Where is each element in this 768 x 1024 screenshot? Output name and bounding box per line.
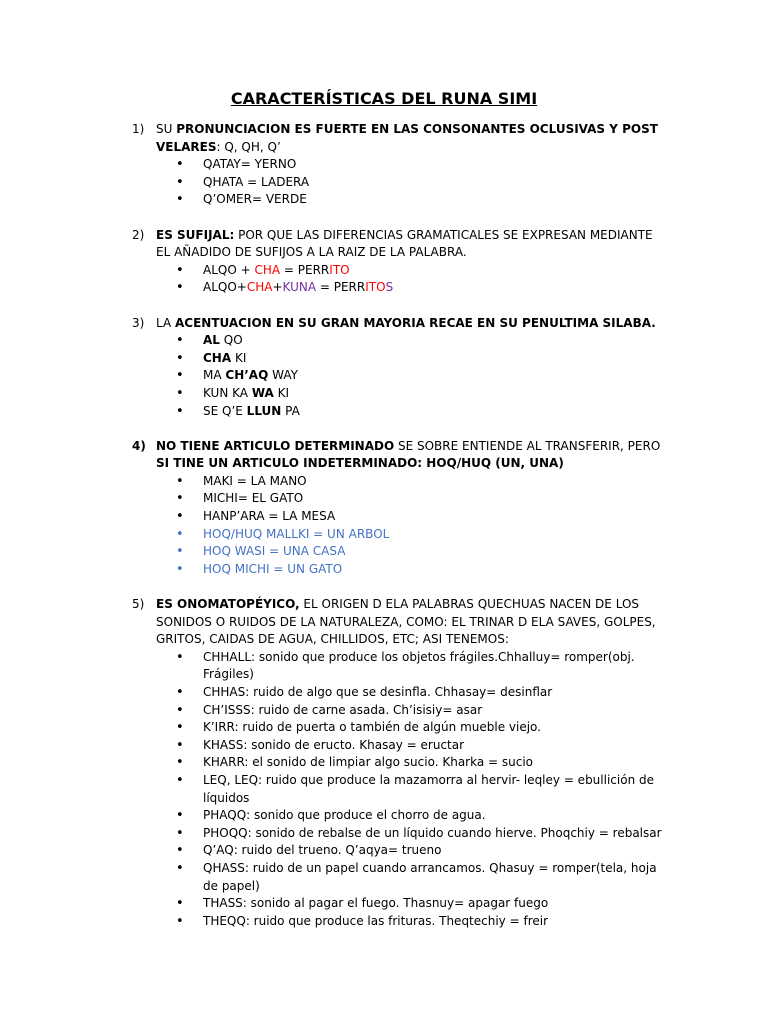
text-run: MA (203, 368, 226, 383)
list-item (156, 561, 662, 579)
text-run: PHAQQ: sonido que produce el chorro de agua. (203, 808, 486, 823)
list-item (156, 403, 662, 421)
list-item (156, 772, 662, 807)
text-run: ITO (329, 262, 350, 277)
section-5 (132, 596, 662, 930)
text-run: QHATA = LADERA (203, 174, 310, 189)
list-item (156, 279, 662, 297)
list-item (156, 702, 662, 720)
list-item (156, 807, 662, 825)
text-run: CHHAS: ruido de algo que se desinfla. Chhasay= desinflar (203, 685, 553, 699)
text-run: CHHALL: sonido que produce los objetos frágiles.Chhalluy= romper(obj. Frágiles) (203, 649, 635, 682)
list-item (156, 174, 662, 192)
text-run: QATAY= YERNO (203, 157, 297, 172)
bullet-list (156, 156, 662, 209)
text-run: CHA (246, 280, 273, 295)
text-run: ALQO + (203, 262, 255, 277)
bold-text: NO TIENE ARTICULO DETERMINADO (156, 438, 395, 453)
list-item (156, 350, 662, 368)
list-item (156, 649, 662, 684)
text-run: LA (156, 315, 175, 330)
text-run: KI (231, 350, 247, 365)
text-run: WAY (268, 368, 298, 383)
section-number: 3) (132, 315, 145, 330)
section-text (156, 315, 662, 333)
section-number: 2) (132, 227, 145, 242)
text-run: = PERR (316, 280, 366, 295)
text-run: KI (273, 385, 290, 400)
text-run: Q’OMER= VERDE (203, 192, 307, 207)
text-run: POR QUE LAS DIFERENCIAS GRAMATICALES SE EXPRESAN MEDIANTE EL AÑADIDO DE SUFIJOS A LA RAIZ DE LA PALABRA. (156, 227, 653, 260)
list-item (156, 191, 662, 209)
list-item (156, 490, 662, 508)
section-4 (132, 438, 662, 579)
text-run: HOQ/HUQ MALLKI = UN ARBOL (203, 526, 390, 541)
list-item (156, 543, 662, 561)
bold-text: ES ONOMATOPÉYICO, (156, 597, 300, 612)
bullet-list (156, 473, 662, 579)
text-run: LEQ, LEQ: ruido que produce la mazamorra al hervir- leqley = ebullición de líquidos (203, 772, 654, 805)
text-run: + (272, 280, 283, 295)
section-text (156, 438, 662, 473)
bold-text: ACENTUACION EN SU GRAN MAYORIA RECAE EN SU PENULTIMA SILABA. (174, 315, 656, 330)
list-item (156, 508, 662, 526)
section-number: 5) (132, 597, 145, 612)
list-item (156, 737, 662, 755)
bold-text: PRONUNCIACION ES FUERTE EN LAS CONSONANTES OCLUSIVAS Y POST VELARES (156, 122, 658, 154)
section-3 (132, 315, 662, 421)
section-1 (132, 121, 662, 209)
list-item (156, 262, 662, 280)
text-run: ITO (365, 280, 386, 295)
bold-text: LLUN (246, 403, 282, 418)
text-run: EL ORIGEN D ELA PALABRAS QUECHUAS NACEN DE LOS SONIDOS O RUIDOS DE LA NATURALEZA, COMO: EL TRINAR D ELA SAVES, GOLPES, GRITOS, CAIDAS DE AGUA, CHILLIDOS, ETC; ASI TENEMOS: (156, 597, 656, 647)
text-run: HANP’ARA = LA MESA (203, 509, 336, 524)
text-run: QHASS: ruido de un papel cuando arrancamos. Qhasuy = romper(tela, hoja de papel) (203, 860, 657, 893)
text-run: HOQ WASI = UNA CASA (203, 544, 346, 559)
text-run: MAKI = LA MANO (203, 473, 307, 488)
list-item (156, 842, 662, 860)
text-run: CHA (254, 262, 281, 277)
list-item (156, 895, 662, 913)
text-run: HOQ MICHI = UN GATO (203, 561, 343, 576)
text-run: THASS: sonido al pagar el fuego. Thasnuy= apagar fuego (203, 896, 549, 911)
text-run: PHOQQ: sonido de rebalse de un líquido cuando hierve. Phoqchiy = rebalsar (203, 825, 662, 840)
document-title: CARACTERÍSTICAS DEL RUNA SIMI (230, 89, 538, 108)
text-run: KHARR: el sonido de limpiar algo sucio. Kharka = sucio (203, 755, 534, 770)
bold-text: SI TINE UN ARTICULO INDETERMINADO: HOQ/HUQ (UN, UNA) (156, 456, 564, 471)
text-run: PA (281, 403, 300, 418)
section-number: 1) (132, 122, 145, 136)
text-run: CH’ISSS: ruido de carne asada. Ch’isisiy= asar (203, 702, 483, 717)
list-item (156, 473, 662, 491)
bold-text: ES SUFIJAL: (156, 227, 235, 242)
list-item (156, 332, 662, 350)
section-text (156, 227, 662, 262)
list-item (156, 913, 662, 931)
text-run: KUNA (282, 280, 317, 295)
bullet-list (156, 649, 662, 931)
text-run: MICHI= EL GATO (203, 491, 304, 506)
text-run: KUN KA (203, 385, 252, 400)
section-text (156, 121, 662, 156)
text-run: SE SOBRE ENTIENDE AL TRANSFERIR, PERO (394, 438, 661, 453)
text-run: ALQO+ (203, 280, 247, 295)
section-text (156, 596, 662, 649)
bullet-list (156, 262, 662, 297)
text-run: : Q, QH, Q’ (216, 139, 281, 154)
section-2 (132, 227, 662, 297)
text-run: S (385, 280, 394, 295)
document-body (132, 121, 662, 948)
list-item (156, 367, 662, 385)
list-item (156, 385, 662, 403)
bullet-list (156, 332, 662, 420)
section-number: 4) (132, 438, 146, 453)
bold-text: CH’AQ (225, 368, 269, 383)
list-item (156, 860, 662, 895)
list-item (156, 684, 662, 702)
bold-text: AL (203, 333, 220, 348)
list-item (156, 754, 662, 772)
text-run: QO (219, 333, 243, 348)
text-run: THEQQ: ruido que produce las frituras. Theqtechiy = freir (203, 913, 549, 928)
text-run: K’IRR: ruido de puerta o también de algún mueble viejo. (203, 720, 541, 735)
bold-text: WA (251, 385, 274, 400)
text-run: KHASS: sonido de eructo. Khasay = eructar (203, 737, 465, 752)
list-item (156, 825, 662, 843)
text-run: = PERR (280, 262, 330, 277)
list-item (156, 156, 662, 174)
bold-text: CHA (203, 350, 232, 365)
text-run: SU (156, 122, 177, 136)
text-run: SE Q’E (203, 403, 247, 418)
text-run: Q’AQ: ruido del trueno. Q’aqya= trueno (203, 843, 442, 858)
list-item (156, 526, 662, 544)
list-item (156, 719, 662, 737)
